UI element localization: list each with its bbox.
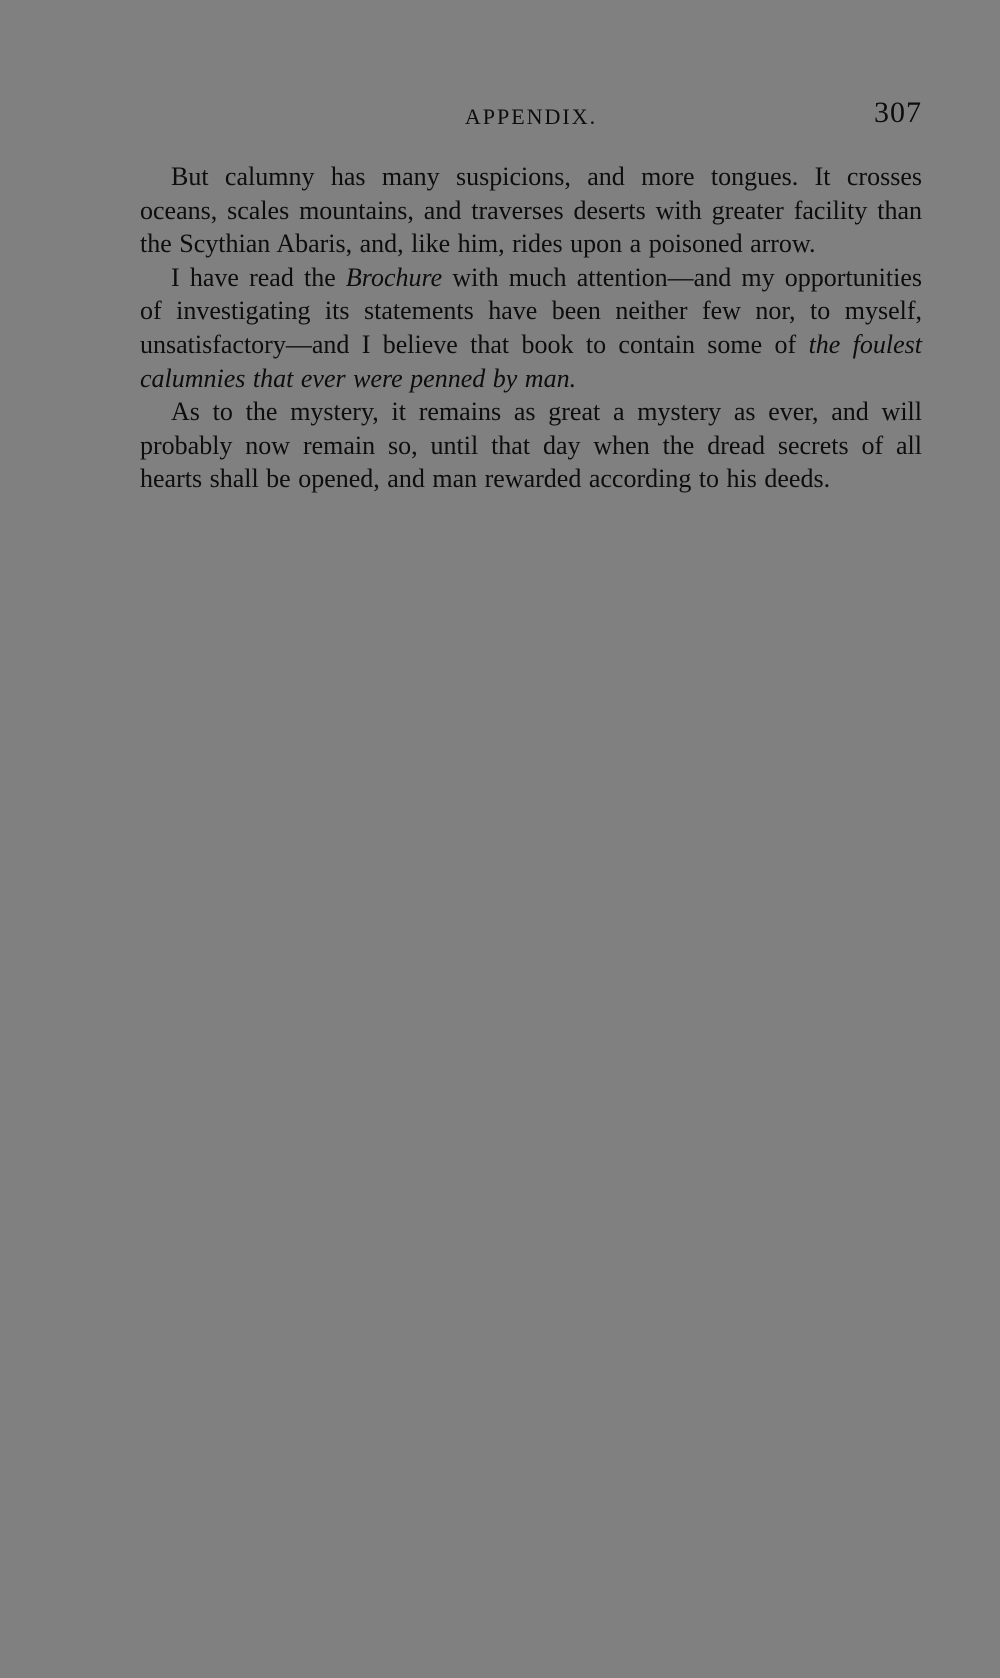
running-title: APPENDIX. xyxy=(464,104,598,129)
body-text xyxy=(140,160,922,496)
paragraph-brochure xyxy=(140,261,922,395)
paragraph-brochure-text-2: with much attention—and my opportunities of investigating its statements have been neither few nor, to myself, unsatisfactory—and I believe that book to contain some of xyxy=(140,262,922,359)
running-header xyxy=(140,96,922,136)
paragraph-mystery: As to the mystery, it remains as great a mystery as ever, and will probably now remain so, until that day when the dread secrets of all hearts shall be opened, and man rewarded according to his deeds. xyxy=(140,397,922,494)
page-number: 307 xyxy=(874,96,922,129)
paragraph-brochure-text-1: I have read the xyxy=(171,262,346,292)
foulest-calumnies-italic: the foulest calumnies that ever were penned by man. xyxy=(140,329,923,393)
paragraph-calumny: But calumny has many suspicions, and more tongues. It crosses oceans, scales mountains, and traverses deserts with greater facility than the Scythian Abaris, and, like him, rides upon a poisoned arrow. xyxy=(140,162,922,259)
brochure-italic: Brochure xyxy=(345,262,443,292)
